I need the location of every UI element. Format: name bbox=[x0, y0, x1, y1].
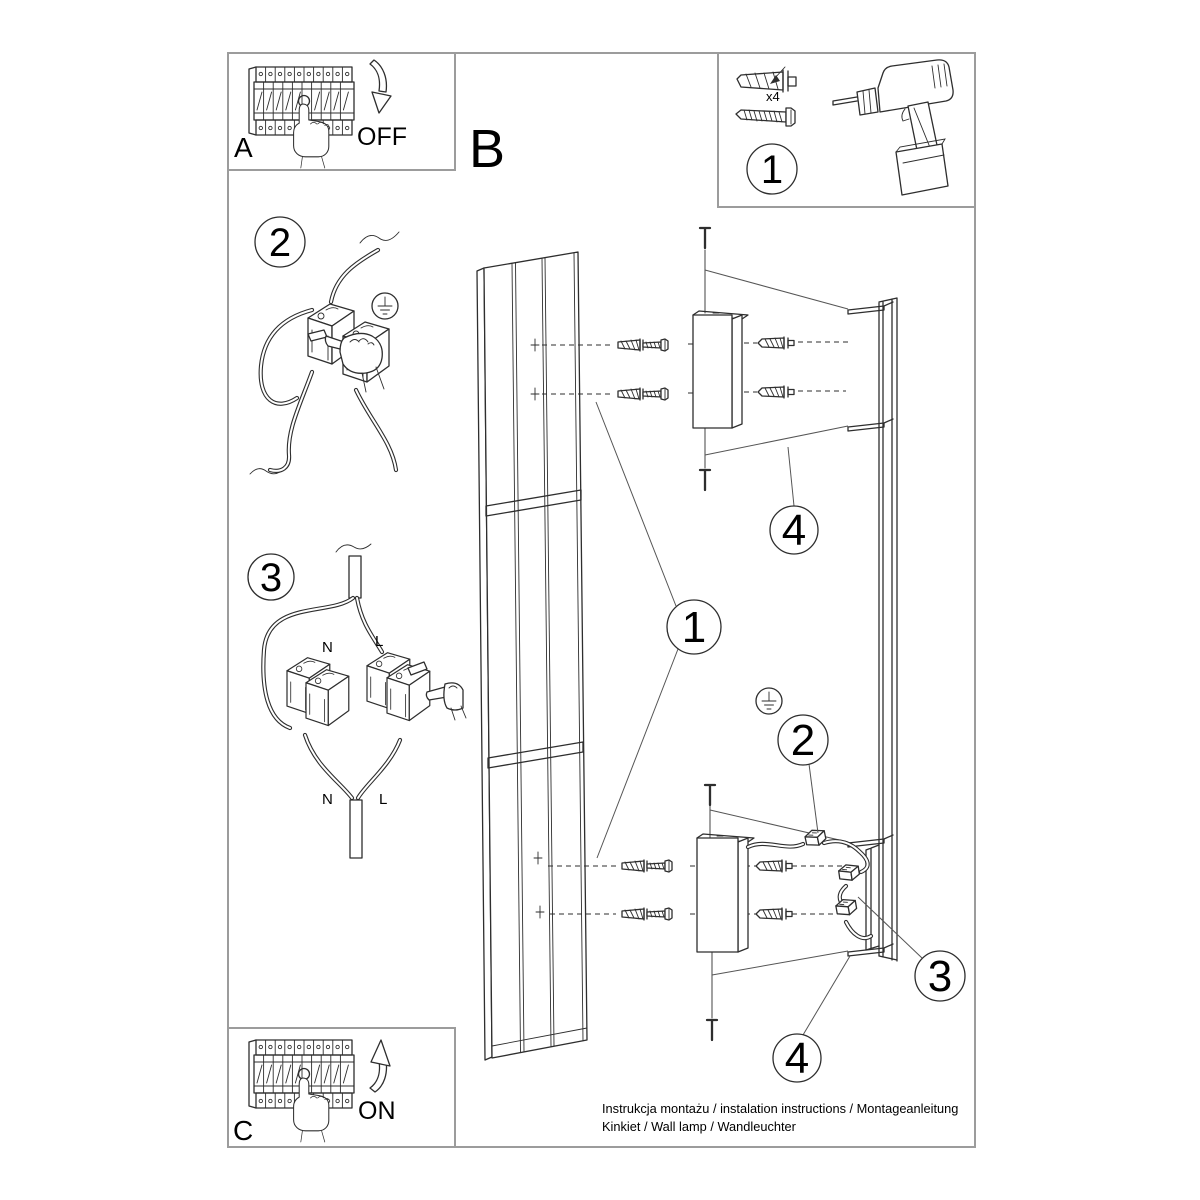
fixing-screw-icon bbox=[700, 470, 710, 490]
tools-box bbox=[736, 60, 953, 195]
guide-line bbox=[712, 951, 848, 975]
callout-ground-wire bbox=[778, 715, 828, 833]
pressing-hand-icon bbox=[426, 683, 466, 720]
wire-l-top-label: L bbox=[375, 633, 384, 650]
screw-quantity-label: x4 bbox=[766, 89, 780, 104]
lamp-panel bbox=[477, 252, 587, 1060]
main-frame bbox=[228, 53, 975, 1147]
wall-anchor-icon bbox=[756, 860, 792, 872]
bracket-front-face bbox=[693, 315, 732, 428]
leader-line bbox=[788, 447, 794, 506]
arrow-down-head-icon bbox=[372, 92, 391, 113]
footer-line1: Instrukcja montażu / instalation instructions / Montageanleitung bbox=[602, 1101, 959, 1116]
cable-break-mark bbox=[360, 232, 399, 243]
callout-number: 2 bbox=[790, 716, 816, 765]
cable-sheath bbox=[349, 556, 361, 598]
callout-1-number: 1 bbox=[760, 148, 784, 192]
ground-symbol-icon bbox=[372, 293, 398, 319]
step-3-number: 3 bbox=[259, 556, 283, 600]
wall-rail bbox=[848, 298, 897, 961]
arrow-down-icon bbox=[370, 60, 386, 92]
callout-bracket-bottom bbox=[773, 956, 850, 1083]
ground-symbol-icon bbox=[756, 688, 782, 714]
bracket-wiring bbox=[748, 828, 871, 938]
dowel-screw-icon bbox=[618, 388, 668, 400]
leader-line bbox=[596, 402, 678, 858]
panel-c-power-on bbox=[233, 1040, 396, 1146]
dowel-screw-icon bbox=[622, 908, 672, 920]
footer bbox=[602, 1101, 958, 1134]
guide-line bbox=[705, 426, 848, 455]
off-label: OFF bbox=[357, 123, 407, 151]
wire-l-bottom-label: L bbox=[379, 791, 388, 808]
footer-line2: Kinkiet / Wall lamp / Wandleuchter bbox=[602, 1119, 796, 1134]
callout-number: 1 bbox=[681, 603, 707, 652]
rail-clip-icon bbox=[848, 302, 893, 314]
dowel-screw-icon bbox=[622, 860, 672, 872]
panel-a-label: A bbox=[234, 132, 253, 163]
screw-icon bbox=[736, 108, 795, 126]
step-2-wiring bbox=[250, 217, 399, 474]
wall-anchor-icon bbox=[758, 337, 794, 349]
dowel-screw-icon bbox=[618, 339, 668, 351]
bracket-front-face bbox=[697, 838, 738, 952]
cable-break-mark bbox=[336, 544, 371, 552]
wire-core bbox=[356, 390, 396, 470]
guide-line bbox=[705, 270, 848, 309]
wire-connector-icon bbox=[387, 665, 430, 721]
wire-connector-icon bbox=[306, 670, 349, 726]
fixing-screw-icon bbox=[700, 228, 710, 248]
callout-number: 4 bbox=[781, 506, 807, 555]
on-label: ON bbox=[358, 1097, 396, 1125]
bracket-side-face bbox=[738, 838, 748, 952]
panel-a-frame bbox=[228, 53, 455, 170]
step-2-number: 2 bbox=[268, 221, 292, 265]
cable-sheath bbox=[350, 800, 362, 858]
mounting-bracket-top bbox=[693, 228, 848, 490]
lamp-panel-face bbox=[484, 252, 587, 1058]
callout-number: 3 bbox=[927, 952, 953, 1001]
panel-b-label: B bbox=[469, 119, 506, 179]
leader-line bbox=[803, 956, 850, 1035]
wire-n-bottom-label: N bbox=[322, 791, 333, 808]
wall-anchor-icon bbox=[758, 386, 794, 398]
drill-icon bbox=[833, 60, 953, 195]
wall-anchor-icon bbox=[756, 908, 792, 920]
fixing-screw-icon bbox=[705, 785, 715, 805]
panel-a-power-off bbox=[234, 60, 407, 168]
step-3-wiring bbox=[248, 544, 466, 858]
rail-clip-icon bbox=[848, 419, 893, 431]
lamp-assembly bbox=[477, 228, 965, 1083]
wire-outline bbox=[331, 250, 378, 302]
wire-n-top-label: N bbox=[322, 639, 333, 656]
wire-core bbox=[331, 250, 378, 302]
rail-profile-lines bbox=[879, 298, 897, 961]
wire-core bbox=[305, 735, 352, 798]
arrow-up-head-icon bbox=[371, 1040, 390, 1066]
bracket-side-face bbox=[732, 315, 742, 428]
fixing-screw-icon bbox=[707, 1020, 717, 1040]
callout-bracket-top bbox=[770, 447, 818, 555]
leader-line bbox=[809, 764, 818, 833]
callout-number: 4 bbox=[784, 1034, 810, 1083]
panel-c-label: C bbox=[233, 1115, 254, 1146]
